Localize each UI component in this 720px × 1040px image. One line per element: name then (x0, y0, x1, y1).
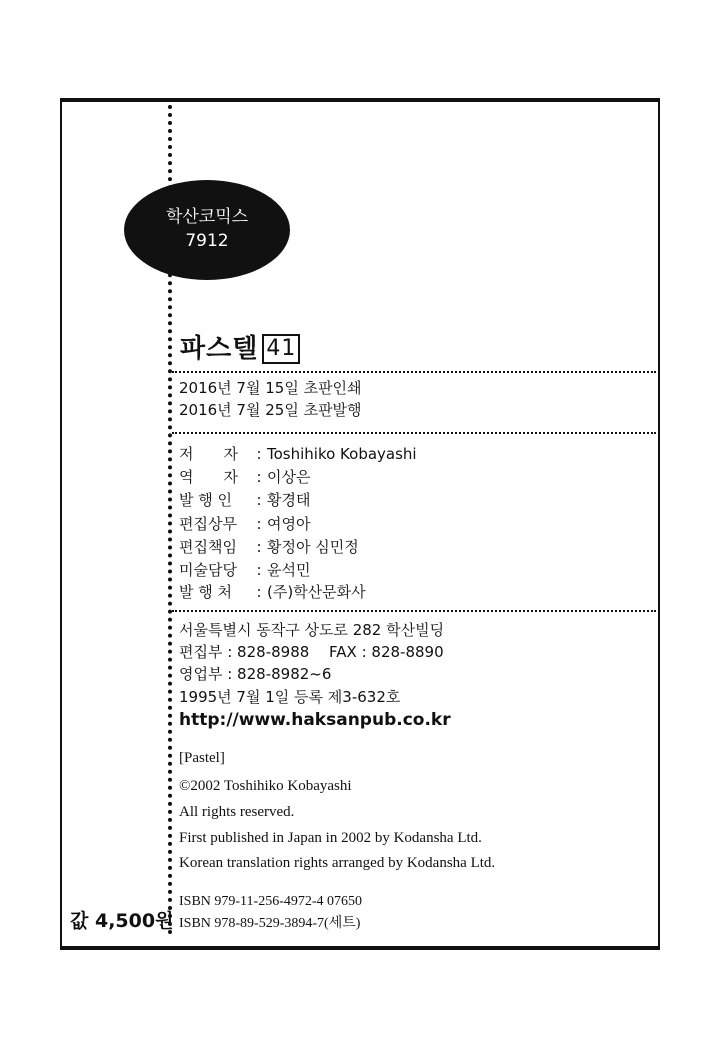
credit-label: 발 행 처 (179, 583, 233, 601)
credit-value: 윤석민 (267, 561, 311, 579)
isbn-set: ISBN 978-89-529-3894-7(세트) (179, 916, 361, 931)
price: 값 4,500원 (70, 910, 174, 932)
credit-value: 황정아 심민정 (267, 538, 359, 556)
sales-phone: 영업부 : 828-8982~6 (179, 665, 332, 683)
credit-separator: : (256, 561, 262, 579)
credit-separator: : (256, 491, 262, 509)
print-date-first: 2016년 7월 15일 초판인쇄 (179, 379, 362, 397)
credit-separator: : (256, 538, 262, 556)
dotted-divider (172, 610, 656, 612)
dotted-divider (172, 432, 656, 434)
address: 서울특별시 동작구 상도로 282 학산빌딩 (179, 621, 445, 639)
credit-value: 황경태 (267, 491, 311, 509)
credit-row (179, 514, 310, 534)
credit-value: 여영아 (267, 515, 311, 533)
translation-rights: Korean translation rights arranged by Kodansha Ltd. (179, 855, 496, 871)
dotted-divider (172, 371, 656, 373)
credit-label: 편집상무 (179, 515, 237, 533)
credit-separator: : (256, 583, 262, 601)
credit-row (179, 537, 359, 557)
credit-label: 발 행 인 (179, 491, 233, 509)
copyright-line: ©2002 Toshihiko Kobayashi (179, 778, 352, 794)
credit-label: 미술담당 (179, 561, 237, 579)
first-published: First published in Japan in 2002 by Kodansha Ltd. (179, 830, 482, 846)
title-text: 파스텔 (180, 334, 259, 364)
credit-label: 역 자 (179, 468, 238, 486)
credit-separator: : (256, 515, 262, 533)
credit-row (179, 560, 310, 580)
registration: 1995년 7월 1일 등록 제3-632호 (179, 688, 401, 706)
credit-value: 이상은 (267, 468, 311, 486)
credit-row (179, 582, 366, 602)
editorial-phone: 편집부 : 828-8988 FAX : 828-8890 (179, 643, 444, 661)
book-title (180, 328, 300, 365)
credit-value: Toshihiko Kobayashi (267, 445, 417, 463)
volume-box: 41 (262, 334, 300, 364)
series-number: 7912 (185, 231, 229, 251)
credit-label: 저 자 (179, 445, 238, 463)
credit-row (179, 490, 310, 510)
series-badge (124, 180, 290, 280)
website-url: http://www.haksanpub.co.kr (179, 710, 451, 730)
credit-row (179, 444, 417, 464)
credit-separator: : (256, 445, 262, 463)
print-date-publish: 2016년 7월 25일 초판발행 (179, 401, 362, 419)
credit-value: (주)학산문화사 (267, 583, 366, 601)
credit-separator: : (256, 468, 262, 486)
series-name: 학산코믹스 (165, 207, 249, 227)
isbn-volume: ISBN 979-11-256-4972-4 07650 (179, 894, 363, 909)
rights-reserved: All rights reserved. (179, 804, 295, 820)
credit-label: 편집책임 (179, 538, 237, 556)
original-title: [Pastel] (179, 750, 225, 766)
credit-row (179, 467, 310, 487)
